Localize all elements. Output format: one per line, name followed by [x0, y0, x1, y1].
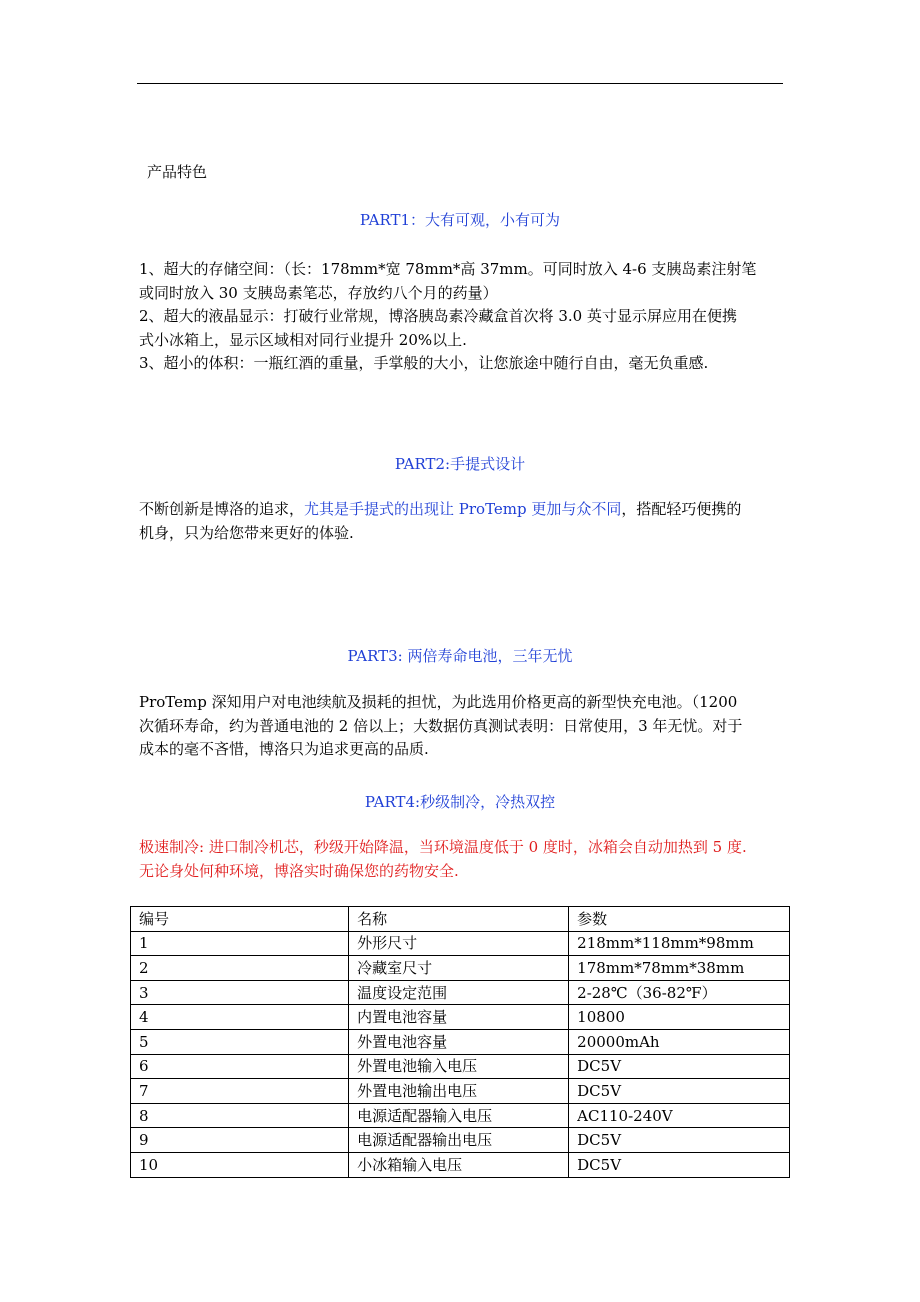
part2-line: 机身，只为给您带来更好的体验.	[139, 523, 354, 542]
table-row	[131, 1029, 790, 1054]
part1-body	[139, 258, 784, 376]
table-cell: 外置电池输出电压	[349, 1079, 569, 1104]
table-row	[131, 1005, 790, 1030]
part1-line: 3、超小的体积：一瓶红酒的重量，手掌般的大小，让您旅途中随行自由，毫无负重感.	[139, 354, 709, 372]
table-cell: 1	[131, 931, 349, 956]
table-row	[131, 980, 790, 1005]
table-cell: 电源适配器输出电压	[349, 1128, 569, 1153]
part2-heading: PART2:手提式设计	[394, 455, 526, 473]
table-cell: DC5V	[569, 1128, 790, 1153]
part3-heading: PART3: 两倍寿命电池，三年无忧	[347, 647, 573, 665]
part1-line: 2、超大的液晶显示：打破行业常规，博洛胰岛素冷藏盒首次将 3.0 英寸显示屏应用在便携	[139, 307, 737, 325]
part3-line: 次循环寿命，约为普通电池的 2 倍以上；大数据仿真测试表明：日常使用，3 年无忧。对于	[139, 716, 743, 735]
table-header-cell: 编号	[131, 907, 349, 932]
page-title: 产品特色	[147, 163, 208, 181]
table-cell: 电源适配器输入电压	[349, 1103, 569, 1128]
part4-line: 无论身处何种环境，博洛实时确保您的药物安全.	[139, 861, 459, 880]
part4-heading: PART4:秒级制冷，冷热双控	[364, 793, 556, 811]
table-cell: DC5V	[569, 1054, 790, 1079]
table-row	[131, 1128, 790, 1153]
table-row	[131, 931, 790, 956]
table-cell: 外置电池容量	[349, 1029, 569, 1054]
table-row	[131, 1152, 790, 1177]
part3-line: ProTemp 深知用户对电池续航及损耗的担忧，为此选用价格更高的新型快充电池。（1200	[139, 693, 738, 711]
spec-table	[130, 906, 790, 1178]
part2-highlight: 尤其是手提式的出现让 ProTemp 更加与众不同	[304, 500, 622, 518]
table-cell: 10	[131, 1152, 349, 1177]
table-cell: DC5V	[569, 1079, 790, 1104]
table-header-row	[131, 907, 790, 932]
part4-body	[139, 836, 784, 883]
table-cell: 9	[131, 1128, 349, 1153]
table-row	[131, 956, 790, 981]
table-cell: 10800	[569, 1005, 790, 1030]
table-cell: 4	[131, 1005, 349, 1030]
table-cell: DC5V	[569, 1152, 790, 1177]
part2-body	[139, 498, 784, 545]
part3-line: 成本的毫不吝惜，博洛只为追求更高的品质.	[139, 740, 429, 758]
table-cell: 3	[131, 980, 349, 1005]
table-cell: 218mm*118mm*98mm	[569, 931, 790, 956]
table-cell: 2	[131, 956, 349, 981]
part1-line: 式小冰箱上，显示区域相对同行业提升 20%以上.	[139, 330, 467, 349]
table-cell: 6	[131, 1054, 349, 1079]
table-cell: 外形尺寸	[349, 931, 569, 956]
table-cell: 8	[131, 1103, 349, 1128]
table-header-cell: 参数	[569, 907, 790, 932]
table-cell: 内置电池容量	[349, 1005, 569, 1030]
table-cell: 冷藏室尺寸	[349, 956, 569, 981]
table-cell: 外置电池输入电压	[349, 1054, 569, 1079]
table-row	[131, 1054, 790, 1079]
table-cell: 5	[131, 1029, 349, 1054]
part1-line: 1、超大的存储空间：（长：178mm*宽 78mm*高 37mm。可同时放入 4-6 支胰岛素注射笔	[139, 260, 757, 278]
table-cell: 7	[131, 1079, 349, 1104]
table-cell: 2-28℃（36-82℉）	[569, 980, 790, 1005]
table-cell: AC110-240V	[569, 1103, 790, 1128]
table-cell: 温度设定范围	[349, 980, 569, 1005]
part3-body	[139, 691, 784, 762]
part2-line	[139, 498, 784, 522]
table-row	[131, 1079, 790, 1104]
part1-heading: PART1：大有可观，小有可为	[359, 211, 561, 229]
table-header-cell: 名称	[349, 907, 569, 932]
table-cell: 20000mAh	[569, 1029, 790, 1054]
table-cell: 小冰箱输入电压	[349, 1152, 569, 1177]
part4-line: 极速制冷: 进口制冷机芯，秒级开始降温，当环境温度低于 0 度时，冰箱会自动加热到 5 度.	[139, 838, 747, 856]
header-rule	[137, 83, 783, 84]
part2-text-a: 不断创新是博洛的追求，	[139, 500, 305, 518]
part1-line: 或同时放入 30 支胰岛素笔芯，存放约八个月的药量）	[139, 283, 498, 302]
table-row	[131, 1103, 790, 1128]
part2-text-c: ，搭配轻巧便携的	[621, 500, 742, 518]
table-cell: 178mm*78mm*38mm	[569, 956, 790, 981]
